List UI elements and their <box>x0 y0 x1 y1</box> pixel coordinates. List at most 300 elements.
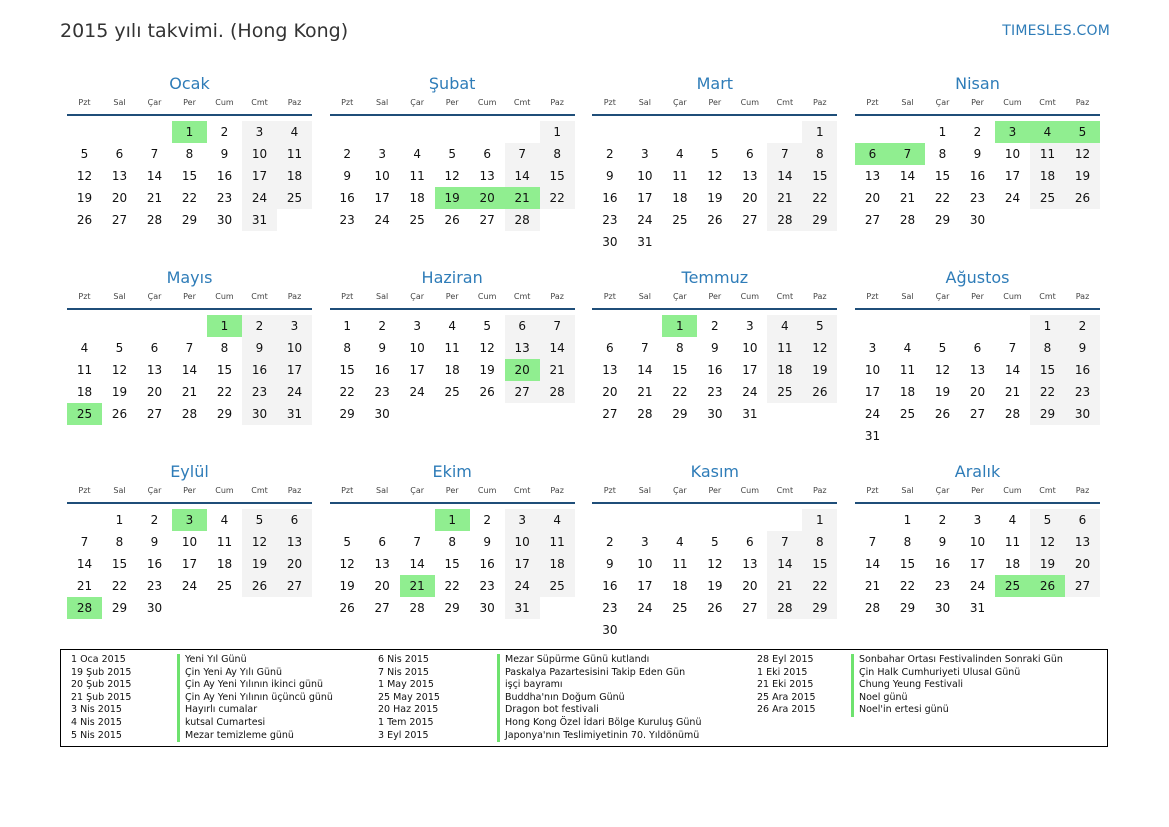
holiday-date: 5 Nis 2015 <box>71 729 122 741</box>
day-cell: 31 <box>637 235 653 249</box>
day-cell: 13 <box>864 169 881 183</box>
day-cell: 6 <box>277 509 312 531</box>
day-cell: 2 <box>378 319 386 333</box>
day-cell: 18 <box>444 363 460 377</box>
day-cell: 15 <box>216 363 233 377</box>
day-cell: 30 <box>242 403 277 425</box>
day-cell: 13 <box>969 363 986 377</box>
weekday-label: Çar <box>147 292 162 301</box>
weekday-label: Per <box>708 292 722 301</box>
day-cell: 12 <box>242 531 277 553</box>
site-brand-link[interactable]: TIMESLES.COM <box>1002 23 1110 39</box>
day-cell: 22 <box>540 187 575 209</box>
weekday-label: Paz <box>287 486 302 495</box>
weekday-label: Cum <box>740 292 760 301</box>
day-cell: 8 <box>938 147 947 161</box>
day-cell: 9 <box>483 535 491 549</box>
day-cell: 17 <box>637 579 653 593</box>
day-cell: 11 <box>767 337 802 359</box>
holiday-day-cell: 4 <box>1030 121 1065 143</box>
month-name: Aralık <box>954 462 1001 481</box>
day-cell: 13 <box>277 531 312 553</box>
holiday-day-cell: 20 <box>470 187 505 209</box>
weekday-label: Sal <box>901 98 914 107</box>
day-cell: 5 <box>711 535 719 549</box>
day-cell: 23 <box>602 601 618 615</box>
day-cell: 4 <box>676 535 684 549</box>
day-cell: 21 <box>1004 385 1021 399</box>
day-cell: 4 <box>1008 513 1017 527</box>
day-cell: 11 <box>277 143 312 165</box>
day-cell: 5 <box>1030 509 1065 531</box>
weekday-label: Paz <box>1075 98 1090 107</box>
day-cell: 18 <box>277 165 312 187</box>
day-cell: 24 <box>374 213 390 227</box>
weekday-label: Pzt <box>866 292 879 301</box>
day-cell: 24 <box>181 579 198 593</box>
holiday-date: 4 Nis 2015 <box>71 717 122 728</box>
day-cell: 19 <box>111 385 128 399</box>
day-cell: 24 <box>1004 191 1021 205</box>
day-cell: 11 <box>540 531 575 553</box>
day-cell: 1 <box>938 125 947 139</box>
day-cell: 30 <box>707 407 723 421</box>
day-cell: 3 <box>277 315 312 337</box>
day-cell: 22 <box>899 579 916 593</box>
day-cell: 11 <box>444 341 460 355</box>
holiday-name: Dragon bot festivali <box>497 704 599 717</box>
weekday-label: Per <box>445 486 459 495</box>
day-cell: 20 <box>602 385 618 399</box>
weekday-label: Pzt <box>866 486 879 495</box>
holiday-date: 25 May 2015 <box>378 691 440 703</box>
day-cell: 15 <box>1030 359 1065 381</box>
month-header-rule <box>592 114 837 116</box>
day-cell: 12 <box>802 337 837 359</box>
holiday-day-cell: 25 <box>995 575 1030 597</box>
weekday-label: Per <box>183 292 196 301</box>
day-cell: 22 <box>934 191 951 205</box>
holiday-date: 1 Oca 2015 <box>71 654 126 665</box>
day-cell: 21 <box>181 385 198 399</box>
day-cell: 20 <box>742 579 758 593</box>
day-cell: 10 <box>374 169 390 183</box>
month-header-rule <box>67 308 312 310</box>
weekday-label: Paz <box>550 486 564 495</box>
month-header-rule <box>592 308 837 310</box>
day-cell: 6 <box>606 341 614 355</box>
month-name: Haziran <box>421 268 483 287</box>
holiday-name: Buddha'nın Doğum Günü <box>497 692 625 705</box>
holiday-day-cell: 25 <box>67 403 102 425</box>
day-cell: 7 <box>868 535 877 549</box>
day-cell: 21 <box>767 575 802 597</box>
day-cell: 19 <box>242 553 277 575</box>
holiday-day-cell: 7 <box>890 143 925 165</box>
day-cell: 7 <box>767 143 802 165</box>
day-cell: 5 <box>802 315 837 337</box>
day-cell: 21 <box>146 191 163 205</box>
day-cell: 8 <box>676 341 684 355</box>
weekday-label: Çar <box>935 98 950 107</box>
weekday-label: Paz <box>1075 292 1090 301</box>
day-cell: 30 <box>969 213 986 227</box>
day-cell: 3 <box>641 535 649 549</box>
day-cell: 17 <box>1004 169 1021 183</box>
day-cell: 22 <box>1030 381 1065 403</box>
day-cell: 21 <box>637 385 653 399</box>
day-cell: 2 <box>150 513 159 527</box>
weekday-label: Çar <box>672 98 687 107</box>
day-cell: 28 <box>899 213 916 227</box>
day-cell: 8 <box>1030 337 1065 359</box>
day-cell: 14 <box>76 557 93 571</box>
day-cell: 7 <box>767 531 802 553</box>
weekday-label: Paz <box>287 98 302 107</box>
day-cell: 20 <box>111 191 128 205</box>
day-cell: 11 <box>76 363 93 377</box>
day-cell: 26 <box>242 575 277 597</box>
holiday-name: Mezar Süpürme Günü kutlandı <box>497 654 649 667</box>
day-cell: 2 <box>606 535 614 549</box>
holiday-name: Noel günü <box>851 692 908 705</box>
day-cell: 20 <box>277 553 312 575</box>
month-header-rule <box>855 114 1100 116</box>
day-cell: 27 <box>602 407 618 421</box>
day-cell: 25 <box>216 579 233 593</box>
month-name: Kasım <box>690 462 740 481</box>
day-cell: 3 <box>413 319 421 333</box>
weekday-label: Cmt <box>251 486 268 495</box>
day-cell: 14 <box>899 169 916 183</box>
month-header-rule <box>330 502 575 504</box>
calendar-grid <box>67 0 1103 640</box>
weekday-label: Cmt <box>1039 486 1056 495</box>
holiday-date: 1 Tem 2015 <box>378 717 434 728</box>
day-cell: 8 <box>802 531 837 553</box>
weekday-label: Pzt <box>603 292 616 301</box>
day-cell: 17 <box>505 553 540 575</box>
day-cell: 2 <box>973 125 982 139</box>
day-cell: 5 <box>242 509 277 531</box>
day-cell: 4 <box>277 121 312 143</box>
day-cell: 10 <box>277 337 312 359</box>
holiday-name: Mezar temizleme günü <box>177 730 294 743</box>
day-cell: 26 <box>934 407 951 421</box>
weekday-label: Per <box>445 98 459 107</box>
day-cell: 6 <box>746 535 754 549</box>
day-cell: 31 <box>742 407 758 421</box>
holiday-name: Sonbahar Ortası Festivalinden Sonraki Gün <box>851 654 1063 667</box>
day-cell: 21 <box>864 579 881 593</box>
day-cell: 13 <box>111 169 128 183</box>
day-cell: 19 <box>479 363 495 377</box>
day-cell: 12 <box>1065 143 1100 165</box>
day-cell: 2 <box>242 315 277 337</box>
day-cell: 8 <box>448 535 456 549</box>
holiday-day-cell: 21 <box>400 575 435 597</box>
day-cell: 29 <box>181 213 198 227</box>
day-cell: 26 <box>1065 187 1100 209</box>
weekday-label: Sal <box>638 98 651 107</box>
day-cell: 14 <box>637 363 653 377</box>
day-cell: 3 <box>505 509 540 531</box>
weekday-label: Çar <box>147 486 162 495</box>
day-cell: 31 <box>242 209 277 231</box>
day-cell: 6 <box>1065 509 1100 531</box>
holiday-date: 20 Şub 2015 <box>71 679 132 691</box>
day-cell: 26 <box>802 381 837 403</box>
day-cell: 30 <box>146 601 163 615</box>
day-cell: 29 <box>802 597 837 619</box>
month-name: Ekim <box>432 462 472 481</box>
weekday-label: Sal <box>901 292 914 301</box>
month-header-rule <box>855 308 1100 310</box>
day-cell: 3 <box>378 147 386 161</box>
day-cell: 15 <box>672 363 688 377</box>
day-cell: 22 <box>216 385 233 399</box>
day-cell: 15 <box>899 557 916 571</box>
day-cell: 25 <box>672 601 688 615</box>
day-cell: 17 <box>637 191 653 205</box>
day-cell: 28 <box>540 381 575 403</box>
holiday-day-cell: 1 <box>172 121 207 143</box>
weekday-label: Paz <box>813 98 827 107</box>
day-cell: 29 <box>216 407 233 421</box>
month-name: Nisan <box>955 74 1000 93</box>
day-cell: 3 <box>242 121 277 143</box>
day-cell: 3 <box>973 513 982 527</box>
weekday-label: Cum <box>740 98 760 107</box>
day-cell: 27 <box>742 213 758 227</box>
day-cell: 24 <box>637 213 653 227</box>
day-cell: 25 <box>444 385 460 399</box>
day-cell: 16 <box>969 169 986 183</box>
holiday-name: Noel'in ertesi günü <box>851 704 949 717</box>
day-cell: 16 <box>602 191 618 205</box>
weekday-label: Cum <box>477 486 497 495</box>
day-cell: 12 <box>707 169 723 183</box>
holiday-name: Çin Yeni Ay Yılı Günü <box>177 667 282 680</box>
day-cell: 10 <box>181 535 198 549</box>
month-name: Ocak <box>169 74 210 93</box>
weekday-label: Pzt <box>341 486 354 495</box>
day-cell: 3 <box>868 341 877 355</box>
holiday-name: Çin Halk Cumhuriyeti Ulusal Günü <box>851 667 1020 680</box>
weekday-label: Sal <box>113 98 126 107</box>
month-header-rule <box>330 308 575 310</box>
weekday-label: Cum <box>215 486 234 495</box>
weekday-label: Cum <box>477 292 497 301</box>
day-cell: 29 <box>1030 403 1065 425</box>
day-cell: 13 <box>742 169 758 183</box>
day-cell: 24 <box>742 385 758 399</box>
day-cell: 29 <box>672 407 688 421</box>
weekday-label: Pzt <box>78 98 91 107</box>
day-cell: 11 <box>899 363 916 377</box>
day-cell: 23 <box>1065 381 1100 403</box>
day-cell: 28 <box>637 407 653 421</box>
weekday-label: Pzt <box>78 486 91 495</box>
day-cell: 29 <box>934 213 951 227</box>
day-cell: 29 <box>802 209 837 231</box>
weekday-label: Cum <box>215 292 234 301</box>
holiday-date: 1 May 2015 <box>378 679 434 691</box>
holiday-day-cell: 6 <box>855 143 890 165</box>
day-cell: 11 <box>1004 535 1021 549</box>
weekday-label: Sal <box>901 486 914 495</box>
day-cell: 16 <box>1065 359 1100 381</box>
day-cell: 9 <box>711 341 719 355</box>
day-cell: 16 <box>934 557 951 571</box>
day-cell: 17 <box>864 385 881 399</box>
day-cell: 1 <box>903 513 912 527</box>
weekday-label: Per <box>183 98 196 107</box>
weekday-label: Cmt <box>513 486 531 495</box>
weekday-label: Paz <box>287 292 302 301</box>
day-cell: 17 <box>374 191 390 205</box>
day-cell: 8 <box>343 341 351 355</box>
day-cell: 26 <box>707 601 723 615</box>
day-cell: 18 <box>409 191 425 205</box>
month-header-rule <box>592 502 837 504</box>
day-cell: 19 <box>934 385 951 399</box>
day-cell: 13 <box>742 557 758 571</box>
holiday-date: 26 Ara 2015 <box>757 704 816 716</box>
day-cell: 20 <box>1065 553 1100 575</box>
weekday-label: Sal <box>638 486 651 495</box>
holiday-day-cell: 26 <box>1030 575 1065 597</box>
day-cell: 17 <box>742 363 758 377</box>
day-cell: 10 <box>242 143 277 165</box>
day-cell: 13 <box>374 557 390 571</box>
day-cell: 5 <box>448 147 456 161</box>
day-cell: 4 <box>80 341 89 355</box>
day-cell: 19 <box>76 191 93 205</box>
day-cell: 5 <box>343 535 351 549</box>
day-cell: 26 <box>479 385 495 399</box>
day-cell: 23 <box>242 381 277 403</box>
holiday-day-cell: 20 <box>505 359 540 381</box>
day-cell: 24 <box>277 381 312 403</box>
holiday-name: Hayırlı cumalar <box>177 704 257 717</box>
weekday-label: Per <box>971 292 984 301</box>
day-cell: 15 <box>339 363 355 377</box>
holiday-name: Hong Kong Özel İdari Bölge Kuruluş Günü <box>497 717 701 730</box>
day-cell: 27 <box>864 213 881 227</box>
day-cell: 28 <box>409 601 425 615</box>
day-cell: 20 <box>864 191 881 205</box>
month-name: Şubat <box>428 74 476 93</box>
day-cell: 9 <box>1065 337 1100 359</box>
weekday-label: Sal <box>376 98 389 107</box>
day-cell: 9 <box>378 341 386 355</box>
day-cell: 26 <box>111 407 128 421</box>
day-cell: 20 <box>969 385 986 399</box>
day-cell: 17 <box>277 359 312 381</box>
day-cell: 15 <box>540 165 575 187</box>
day-cell: 14 <box>767 553 802 575</box>
day-cell: 22 <box>802 575 837 597</box>
day-cell: 7 <box>150 147 159 161</box>
day-cell: 16 <box>707 363 723 377</box>
day-cell: 23 <box>374 385 390 399</box>
day-cell: 12 <box>934 363 951 377</box>
day-cell: 7 <box>185 341 194 355</box>
day-cell: 9 <box>150 535 159 549</box>
holiday-date: 20 Haz 2015 <box>378 704 439 716</box>
day-cell: 22 <box>672 385 688 399</box>
day-cell: 10 <box>969 535 986 549</box>
day-cell: 21 <box>76 579 93 593</box>
day-cell: 31 <box>277 403 312 425</box>
day-cell: 10 <box>742 341 758 355</box>
day-cell: 24 <box>637 601 653 615</box>
day-cell: 1 <box>540 121 575 143</box>
day-cell: 28 <box>767 209 802 231</box>
day-cell: 18 <box>899 385 916 399</box>
weekday-label: Pzt <box>341 292 354 301</box>
day-cell: 7 <box>540 315 575 337</box>
day-cell: 27 <box>374 601 390 615</box>
day-cell: 26 <box>707 213 723 227</box>
day-cell: 1 <box>802 121 837 143</box>
weekday-label: Cmt <box>776 486 794 495</box>
weekday-label: Cmt <box>776 98 794 107</box>
day-cell: 23 <box>479 579 495 593</box>
holiday-name: Paskalya Pazartesisini Takip Eden Gün <box>497 667 685 680</box>
holiday-day-cell: 3 <box>995 121 1030 143</box>
day-cell: 15 <box>934 169 951 183</box>
day-cell: 15 <box>802 553 837 575</box>
day-cell: 2 <box>343 147 351 161</box>
holiday-date: 19 Şub 2015 <box>71 666 132 678</box>
holiday-date: 3 Nis 2015 <box>71 704 122 716</box>
weekday-label: Cmt <box>513 98 531 107</box>
day-cell: 16 <box>374 363 390 377</box>
day-cell: 16 <box>216 169 233 183</box>
day-cell: 27 <box>146 407 163 421</box>
day-cell: 13 <box>505 337 540 359</box>
holiday-day-cell: 19 <box>435 187 470 209</box>
day-cell: 14 <box>409 557 425 571</box>
day-cell: 6 <box>505 315 540 337</box>
day-cell: 15 <box>802 165 837 187</box>
day-cell: 27 <box>505 381 540 403</box>
day-cell: 15 <box>181 169 198 183</box>
day-cell: 19 <box>1030 553 1065 575</box>
day-cell: 2 <box>483 513 491 527</box>
day-cell: 22 <box>339 385 355 399</box>
month-name: Ağustos <box>945 268 1010 287</box>
month-header-rule <box>67 114 312 116</box>
day-cell: 2 <box>220 125 229 139</box>
day-cell: 20 <box>374 579 390 593</box>
day-cell: 29 <box>339 407 355 421</box>
day-cell: 5 <box>80 147 89 161</box>
holiday-date: 28 Eyl 2015 <box>757 654 814 665</box>
weekday-label: Pzt <box>866 98 879 107</box>
day-cell: 27 <box>1065 575 1100 597</box>
day-cell: 4 <box>767 315 802 337</box>
day-cell: 18 <box>216 557 233 571</box>
day-cell: 30 <box>602 235 618 249</box>
weekday-label: Çar <box>410 292 425 301</box>
weekday-label: Sal <box>113 486 126 495</box>
day-cell: 28 <box>1004 407 1021 421</box>
holiday-name: kutsal Cumartesi <box>177 717 265 730</box>
day-cell: 17 <box>409 363 425 377</box>
